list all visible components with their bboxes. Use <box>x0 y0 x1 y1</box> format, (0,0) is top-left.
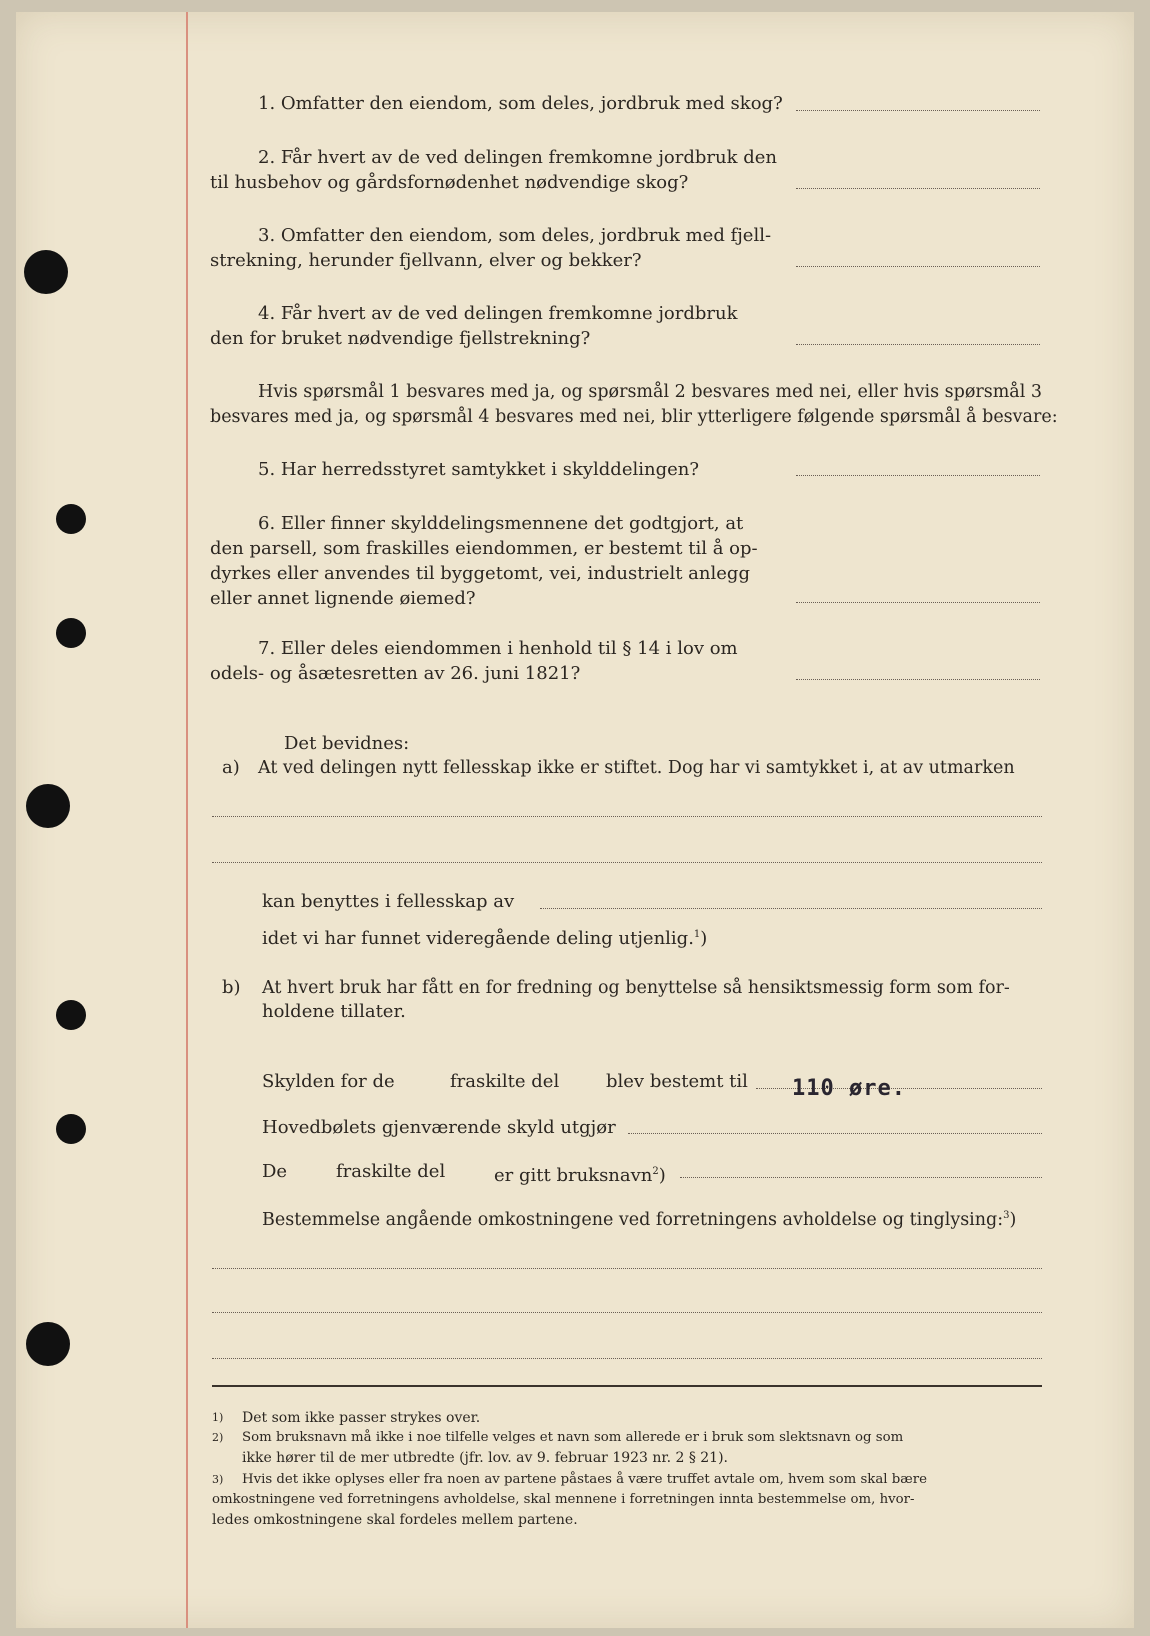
declaration-b-line-2: holdene tillater. <box>262 1001 406 1022</box>
skyld-label-2: fraskilte del <box>450 1071 560 1092</box>
punch-hole <box>56 1000 86 1030</box>
footnote-2-line-1: Som bruksnavn må ikke i noe tilfelle velges et navn som allerede er i bruk som slektsnavn og som <box>242 1430 904 1445</box>
footnote-divider <box>212 1385 1042 1387</box>
skyld-label-3: blev bestemt til <box>606 1071 748 1092</box>
footnote-2-mark: 2) <box>212 1431 224 1444</box>
bestemmelse-field-line-3[interactable] <box>212 1358 1042 1359</box>
bestemmelse-label: Bestemmelse angående omkostningene ved forretningens avholdelse og tinglysing:$^3$) <box>262 1209 1017 1230</box>
punch-hole <box>56 504 86 534</box>
question-7-line-1: 7. Eller deles eiendommen i henhold til § 14 i lov om <box>258 638 738 659</box>
footnote-1: Det som ikke passer strykes over. <box>242 1410 481 1426</box>
punch-hole <box>26 784 70 828</box>
question-2-line-1: 2. Får hvert av de ved delingen fremkomne jordbruk den <box>258 147 777 168</box>
bruksnavn-label: er gitt bruksnavn$^2$) <box>494 1165 666 1186</box>
question-3-line-2: strekning, herunder fjellvann, elver og bekker? <box>210 250 642 271</box>
bestemmelse-field-line-1[interactable] <box>212 1268 1042 1269</box>
declaration-b-label: b) <box>222 977 241 998</box>
punch-hole <box>56 618 86 648</box>
declaration-a-text: At ved delingen nytt fellesskap ikke er stiftet. Dog har vi samtykket i, at av utmarken <box>258 758 1015 778</box>
question-6-line-1: 6. Eller finner skylddelingsmennene det godtgjort, at <box>258 513 744 534</box>
punch-hole <box>56 1114 86 1144</box>
condition-line-2: besvares med ja, og spørsmål 4 besvares med nei, blir ytterligere følgende spørsmål å besvare: <box>210 407 1058 427</box>
question-6-line-3: dyrkes eller anvendes til byggetomt, vei, industrielt anlegg <box>210 563 750 584</box>
question-6-line-2: den parsell, som fraskilles eiendommen, er bestemt til å op- <box>210 538 758 559</box>
hovedbol-field[interactable] <box>628 1133 1042 1134</box>
answer-field-1[interactable] <box>796 110 1040 111</box>
question-6-line-4: eller annet lignende øiemed? <box>210 588 476 609</box>
declaration-a-label: a) <box>222 757 240 778</box>
footnote-2-line-2: ikke hører til de mer utbredte (jfr. lov. av 9. februar 1923 nr. 2 § 21). <box>242 1450 729 1466</box>
hovedbol-label: Hovedbølets gjenværende skyld utgjør <box>262 1117 616 1138</box>
footnote-3-line-2: omkostningene ved forretningens avholdelse, skal mennene i forretningen innta bestemmelse om, hvor- <box>212 1492 915 1507</box>
common-use-label: kan benyttes i fellesskap av <box>262 891 515 912</box>
answer-field-2[interactable] <box>796 188 1040 189</box>
answer-field-6[interactable] <box>796 602 1040 603</box>
skyld-value[interactable]: 110 øre. <box>792 1076 906 1101</box>
condition-line-1: Hvis spørsmål 1 besvares med ja, og spørsmål 2 besvares med nei, eller hvis spørsmål 3 <box>258 382 1043 402</box>
fraskilte-label: fraskilte del <box>336 1161 446 1182</box>
punch-hole <box>26 1322 70 1366</box>
reason-text: idet vi har funnet videregående deling utjenlig.$^1$) <box>262 928 708 949</box>
footnote-1-mark: 1) <box>212 1411 224 1424</box>
utmark-field-line-2[interactable] <box>212 862 1042 863</box>
question-3-line-1: 3. Omfatter den eiendom, som deles, jordbruk med fjell- <box>258 225 772 246</box>
question-4-line-2: den for bruket nødvendige fjellstrekning? <box>210 328 591 349</box>
question-5: 5. Har herredsstyret samtykket i skylddelingen? <box>258 459 699 480</box>
question-4-line-1: 4. Får hvert av de ved delingen fremkomne jordbruk <box>258 303 738 324</box>
skyld-label-1: Skylden for de <box>262 1071 395 1092</box>
answer-field-4[interactable] <box>796 344 1040 345</box>
bestemmelse-field-line-2[interactable] <box>212 1312 1042 1313</box>
common-use-field[interactable] <box>540 908 1042 909</box>
answer-field-7[interactable] <box>796 679 1040 680</box>
question-7-line-2: odels- og åsætesretten av 26. juni 1821? <box>210 663 581 684</box>
question-2-line-2: til husbehov og gårdsfornødenhet nødvendige skog? <box>210 172 689 193</box>
footnote-3-mark: 3) <box>212 1473 224 1486</box>
bruksnavn-field[interactable] <box>680 1177 1042 1178</box>
answer-field-3[interactable] <box>796 266 1040 267</box>
utmark-field-line-1[interactable] <box>212 816 1042 817</box>
punch-hole <box>24 250 68 294</box>
margin-line <box>186 12 188 1628</box>
declaration-heading: Det bevidnes: <box>284 733 410 754</box>
answer-field-5[interactable] <box>796 475 1040 476</box>
footnote-3-line-3: ledes omkostningene skal fordeles mellem partene. <box>212 1512 578 1528</box>
footnote-3-line-1: Hvis det ikke oplyses eller fra noen av partene påstaes å være truffet avtale om, hvem som skal bære <box>242 1472 927 1487</box>
declaration-b-line-1: At hvert bruk har fått en for fredning og benyttelse så hensiktsmessig form som for- <box>262 978 1010 998</box>
question-1: 1. Omfatter den eiendom, som deles, jordbruk med skog? <box>258 93 783 114</box>
de-label: De <box>262 1161 288 1182</box>
